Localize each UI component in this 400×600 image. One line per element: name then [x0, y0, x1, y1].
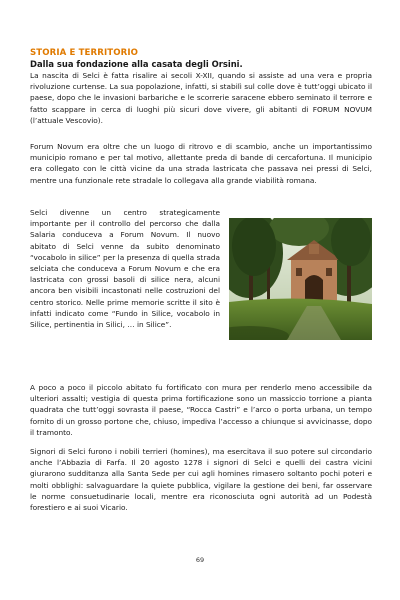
paragraph-fortification: A poco a poco il piccolo abitato fu fortificato con mura per renderlo meno accessibile da ulteriori assalti; vestigia di questa prima fortificazione sono un massiccio torrione a pianta quadrata che tutt’oggi sovrasta il paese, “Rocca Castri” e l’arco o porta urbana, un tempo fornito di un grosso portone che, chiuso, impediva l’accesso a chiunque si avvicinasse, dopo il tramonto. — [30, 383, 372, 437]
section-subtitle: Dalla sua fondazione alla casata degli Orsini. — [30, 59, 243, 69]
paragraph-forum-novum: Forum Novum era oltre che un luogo di ritrovo e di scambio, anche un importantissimo municipio romano e per tal motivo, allettante preda di bande di cercafortuna. Il municipio era collegato con le città vicine da una strada lastricata che passava nei pressi di Selci, mentre una funzionale rete stradale lo collegava alla grande viabilità romana. — [30, 142, 372, 185]
section-title: STORIA E TERRITORIO — [30, 48, 139, 58]
paragraph-lords: Signori di Selci furono i nobili terrieri (homines), ma esercitava il suo potere sul circondario anche l’Abbazia di Farfa. Il 20 agosto 1278 i signori di Selci e quelli dei castra vicini giurarono sudditanza alla Santa Sede per cui agli homines rimasero soltanto pochi poteri e molti obblighi: salvaguardare la quiete pubblica, vigilare la gestione dei beni, far osservare le norme consuetudinarie locali, mentre era riconosciuta ogni autorità ad un Podestà forestiero e ai suoi Vicario. — [30, 447, 372, 513]
page-number: 69 — [195, 556, 205, 564]
paragraph-strategic-center: Selci divenne un centro strategicamente importante per il controllo del percorso che dalla Salaria conduceva a Forum Novum. Il nuovo abitato di Selci venne da subito denominato “vocabolo in silice” per la presenza di quella strada selciata che conduceva a Forum Novum e che era lastricata con grossi basoli di silice nera, alcuni ancora ben visibili incastonati nelle costruzioni del centro storico. Nelle prime memorie scritte il sito è infatti indicato come “Fundo in Silice, vocabolo in Silice, pertinentia in Silici, … in Silice”. — [30, 208, 220, 330]
paragraph-origins: La nascita di Selci è fatta risalire ai secoli X-XII, quando si assiste ad una vera e propria rivoluzione curtense. La sua popolazione, infatti, si stabilì sul colle dove è tutt’oggi ubicato il paese, dopo che le invasioni barbariche e le scorrerie saracene ebbero seminato il terrore e fatto scappare in cerca di luoghi più sicuri dove vivere, gli abitanti di FORUM NOVUM (l’attuale Vescovio). — [30, 71, 372, 125]
chapel-photo — [229, 218, 372, 340]
